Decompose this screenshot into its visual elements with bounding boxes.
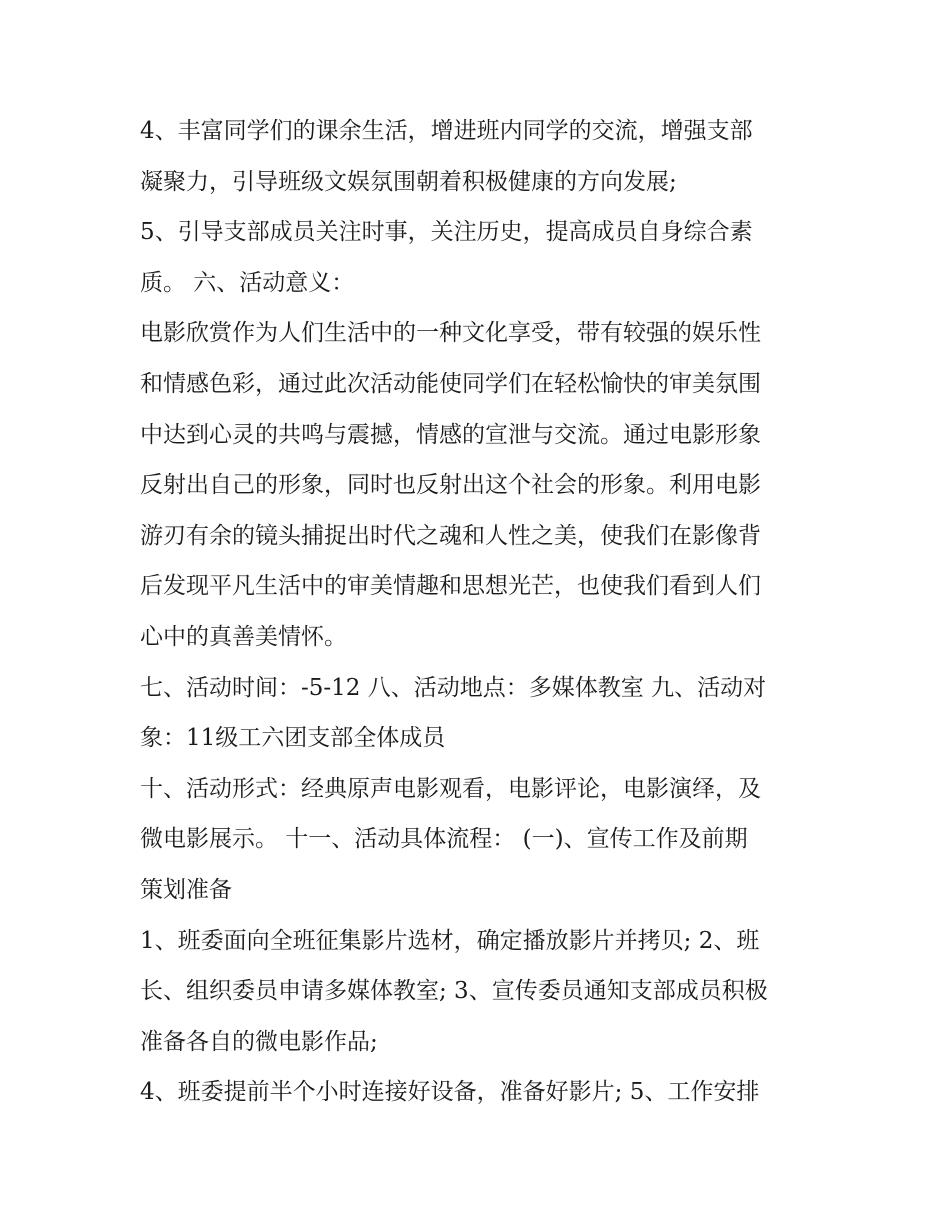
text-line: 微电影展示。 十一、活动具体流程： (一)、宣传工作及前期 bbox=[140, 826, 748, 853]
paragraph-setup-steps bbox=[140, 1067, 820, 1118]
text-line: 5、引导支部成员关注时事，关注历史，提高成员自身综合素 bbox=[140, 219, 753, 246]
text-line: 十、活动形式：经典原声电影观看，电影评论，电影演绎，及 bbox=[140, 775, 761, 802]
text-line: 质。 六、活动意义： bbox=[140, 269, 355, 296]
text-line: 七、活动时间：-5-12 八、活动地点：多媒体教室 九、活动对 bbox=[140, 674, 767, 701]
paragraph-significance bbox=[140, 308, 820, 662]
paragraph-form-process bbox=[140, 764, 820, 916]
paragraph-goal-5 bbox=[140, 207, 820, 308]
text-line: 4、班委提前半个小时连接好设备，准备好影片; 5、工作安排 bbox=[140, 1079, 760, 1106]
document-body bbox=[140, 106, 820, 1118]
text-line: 心中的真善美情怀。 bbox=[140, 623, 347, 650]
text-line: 反射出自己的形象，同时也反射出这个社会的形象。利用电影 bbox=[140, 472, 761, 499]
text-line: 策划准备 bbox=[140, 876, 232, 903]
paragraph-preparation-steps bbox=[140, 916, 820, 1068]
text-line: 和情感色彩，通过此次活动能使同学们在轻松愉快的审美氛围 bbox=[140, 370, 761, 397]
text-line: 中达到心灵的共鸣与震撼，情感的宣泄与交流。通过电影形象 bbox=[140, 421, 761, 448]
text-line: 4、丰富同学们的课余生活，增进班内同学的交流，增强支部 bbox=[140, 118, 753, 144]
text-line: 长、组织委员申请多媒体教室; 3、宣传委员通知支部成员积极 bbox=[140, 978, 768, 1005]
text-line: 电影欣赏作为人们生活中的一种文化享受，带有较强的娱乐性 bbox=[140, 320, 761, 347]
text-line: 准备各自的微电影作品; bbox=[140, 1028, 378, 1055]
text-line: 游刃有余的镜头捕捉出时代之魂和人性之美，使我们在影像背 bbox=[140, 522, 761, 549]
text-line: 凝聚力，引导班级文娱氛围朝着积极健康的方向发展; bbox=[140, 168, 677, 195]
text-line: 象：11级工六团支部全体成员 bbox=[140, 725, 446, 752]
paragraph-time-place-audience bbox=[140, 663, 820, 764]
paragraph-goal-4 bbox=[140, 106, 820, 207]
text-line: 后发现平凡生活中的审美情趣和思想光芒，也使我们看到人们 bbox=[140, 573, 761, 600]
text-line: 1、班委面向全班征集影片选材，确定播放影片并拷贝; 2、班 bbox=[140, 927, 760, 954]
